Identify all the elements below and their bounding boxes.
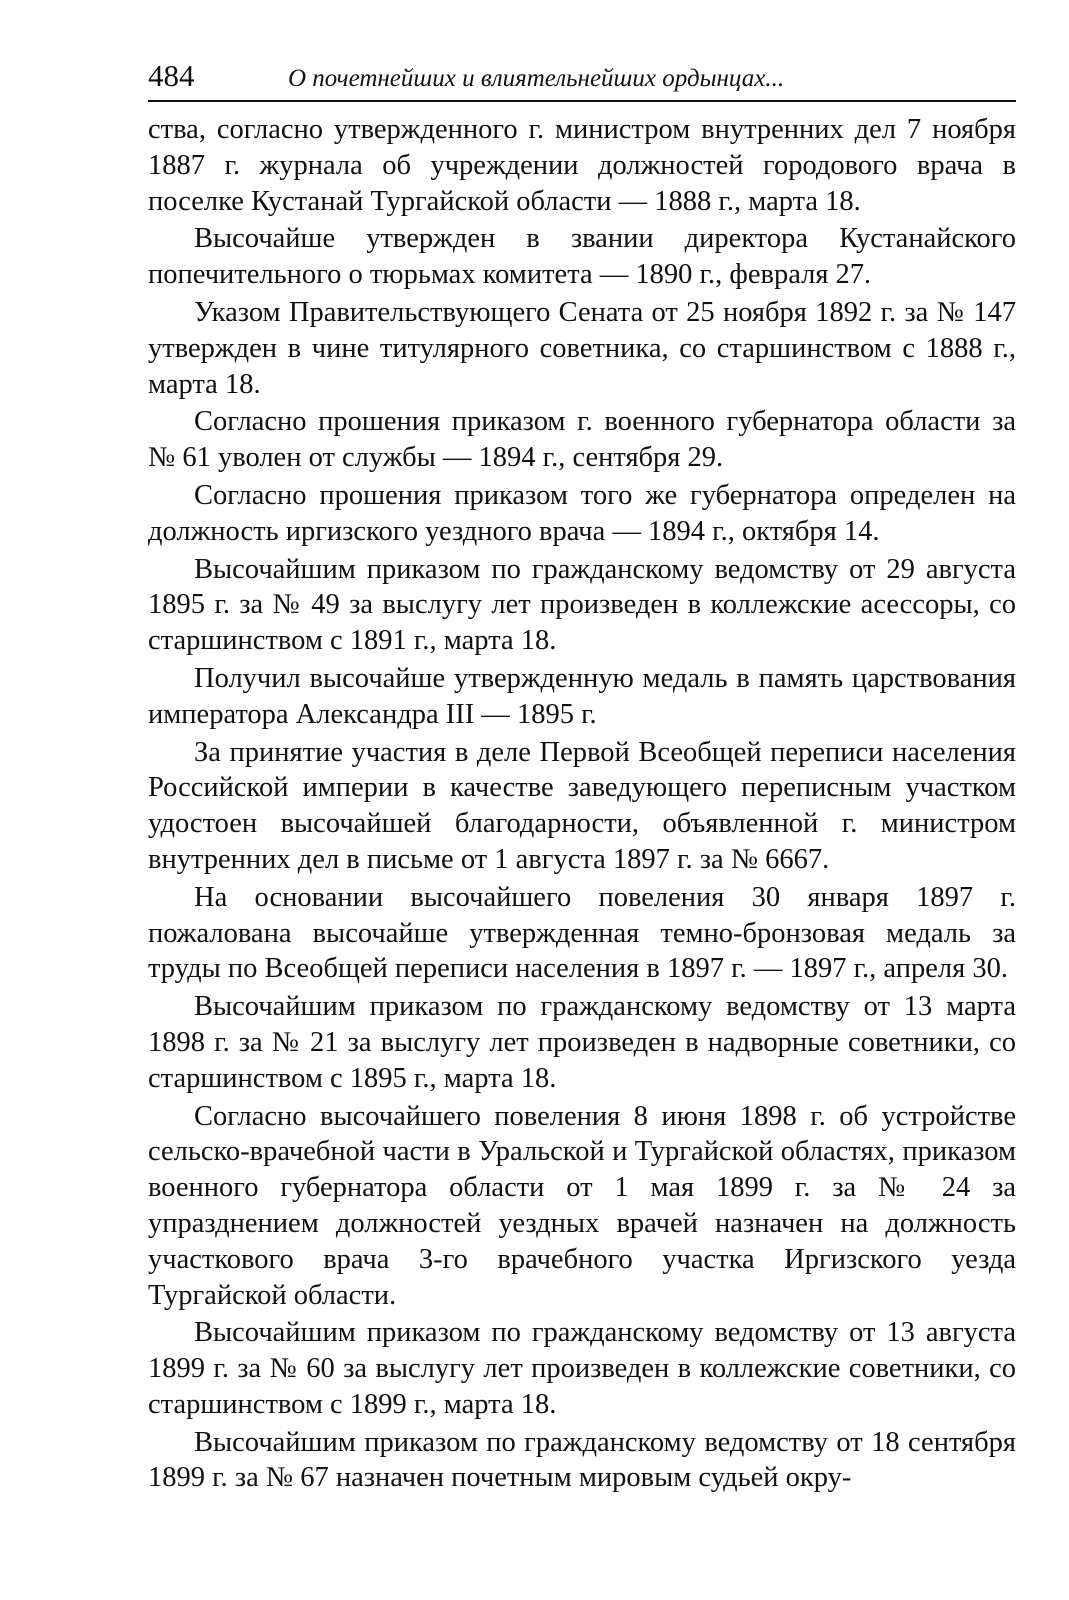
- page-header: [148, 58, 1016, 102]
- paragraph: За принятие участия в деле Первой Всеобщей переписи населения Российской империи в качестве заведующего переписным участком удостоен высочайшей благодарности, объявленной г. министром внутренних дел в письме от 1 августа 1897 г. за № 6667.: [148, 736, 1016, 875]
- paragraph: Высочайше утвержден в звании директора Кустанайского попечительного о тюрьмах комитета — 1890 г., февраля 27.: [148, 223, 1016, 291]
- page-number: 484: [148, 58, 195, 93]
- paragraph: Согласно прошения приказом г. военного губернатора области за № 61 уволен от службы — 1894 г., сентября 29.: [148, 406, 1016, 474]
- paragraph: Указом Правительствующего Сената от 25 ноября 1892 г. за № 147 утвержден в чине титулярного советника, со старшинством с 1888 г., марта 18.: [148, 296, 1016, 400]
- paragraph: Высочайшим приказом по гражданскому ведомству от 18 сентября 1899 г. за № 67 назначен почетным мировым судьей окру-: [148, 1426, 1016, 1494]
- paragraph: Получил высочайше утвержденную медаль в память царствования императора Александра III — 1895 г.: [148, 662, 1016, 730]
- paragraph: Высочайшим приказом по гражданскому ведомству от 13 марта 1898 г. за № 21 за выслугу лет произведен в надворные советники, со старшинством с 1895 г., марта 18.: [148, 991, 1016, 1094]
- paragraph: ства, согласно утвержденного г. министром внутренних дел 7 ноября 1887 г. журнала об учреждении должностей городового врача в поселке Кустанай Тургайской области — 1888 г., марта 18.: [148, 114, 1016, 217]
- book-page: [148, 58, 1016, 1498]
- paragraph: Высочайшим приказом по гражданскому ведомству от 29 августа 1895 г. за № 49 за выслугу лет произведен в коллежские асессоры, со старшинством с 1891 г., марта 18.: [148, 553, 1016, 657]
- running-title: О почетнейших и влиятельнейших ордынцах...: [288, 65, 785, 92]
- paragraph: Согласно высочайшего повеления 8 июня 1898 г. об устройстве сельско-врачебной части в Уральской и Тургайской областях, приказом военного губернатора области от 1 мая 1899 г. за № 24 за упразднением должностей уездных врачей назначен на должность участкового врача 3-го врачебного участка Иргизского уезда Тургайской области.: [148, 1100, 1016, 1311]
- paragraph: На основании высочайшего повеления 30 января 1897 г. пожалована высочайше утвержденная темно-бронзовая медаль за труды по Всеобщей переписи населения в 1897 г. — 1897 г., апреля 30.: [148, 881, 1016, 985]
- paragraph: Согласно прошения приказом того же губернатора определен на должность иргизского уездного врача — 1894 г., октября 14.: [148, 479, 1016, 547]
- paragraph: Высочайшим приказом по гражданскому ведомству от 13 августа 1899 г. за № 60 за выслугу лет произведен в коллежские советники, со старшинством с 1899 г., марта 18.: [148, 1317, 1016, 1420]
- body-text: [148, 112, 1016, 1496]
